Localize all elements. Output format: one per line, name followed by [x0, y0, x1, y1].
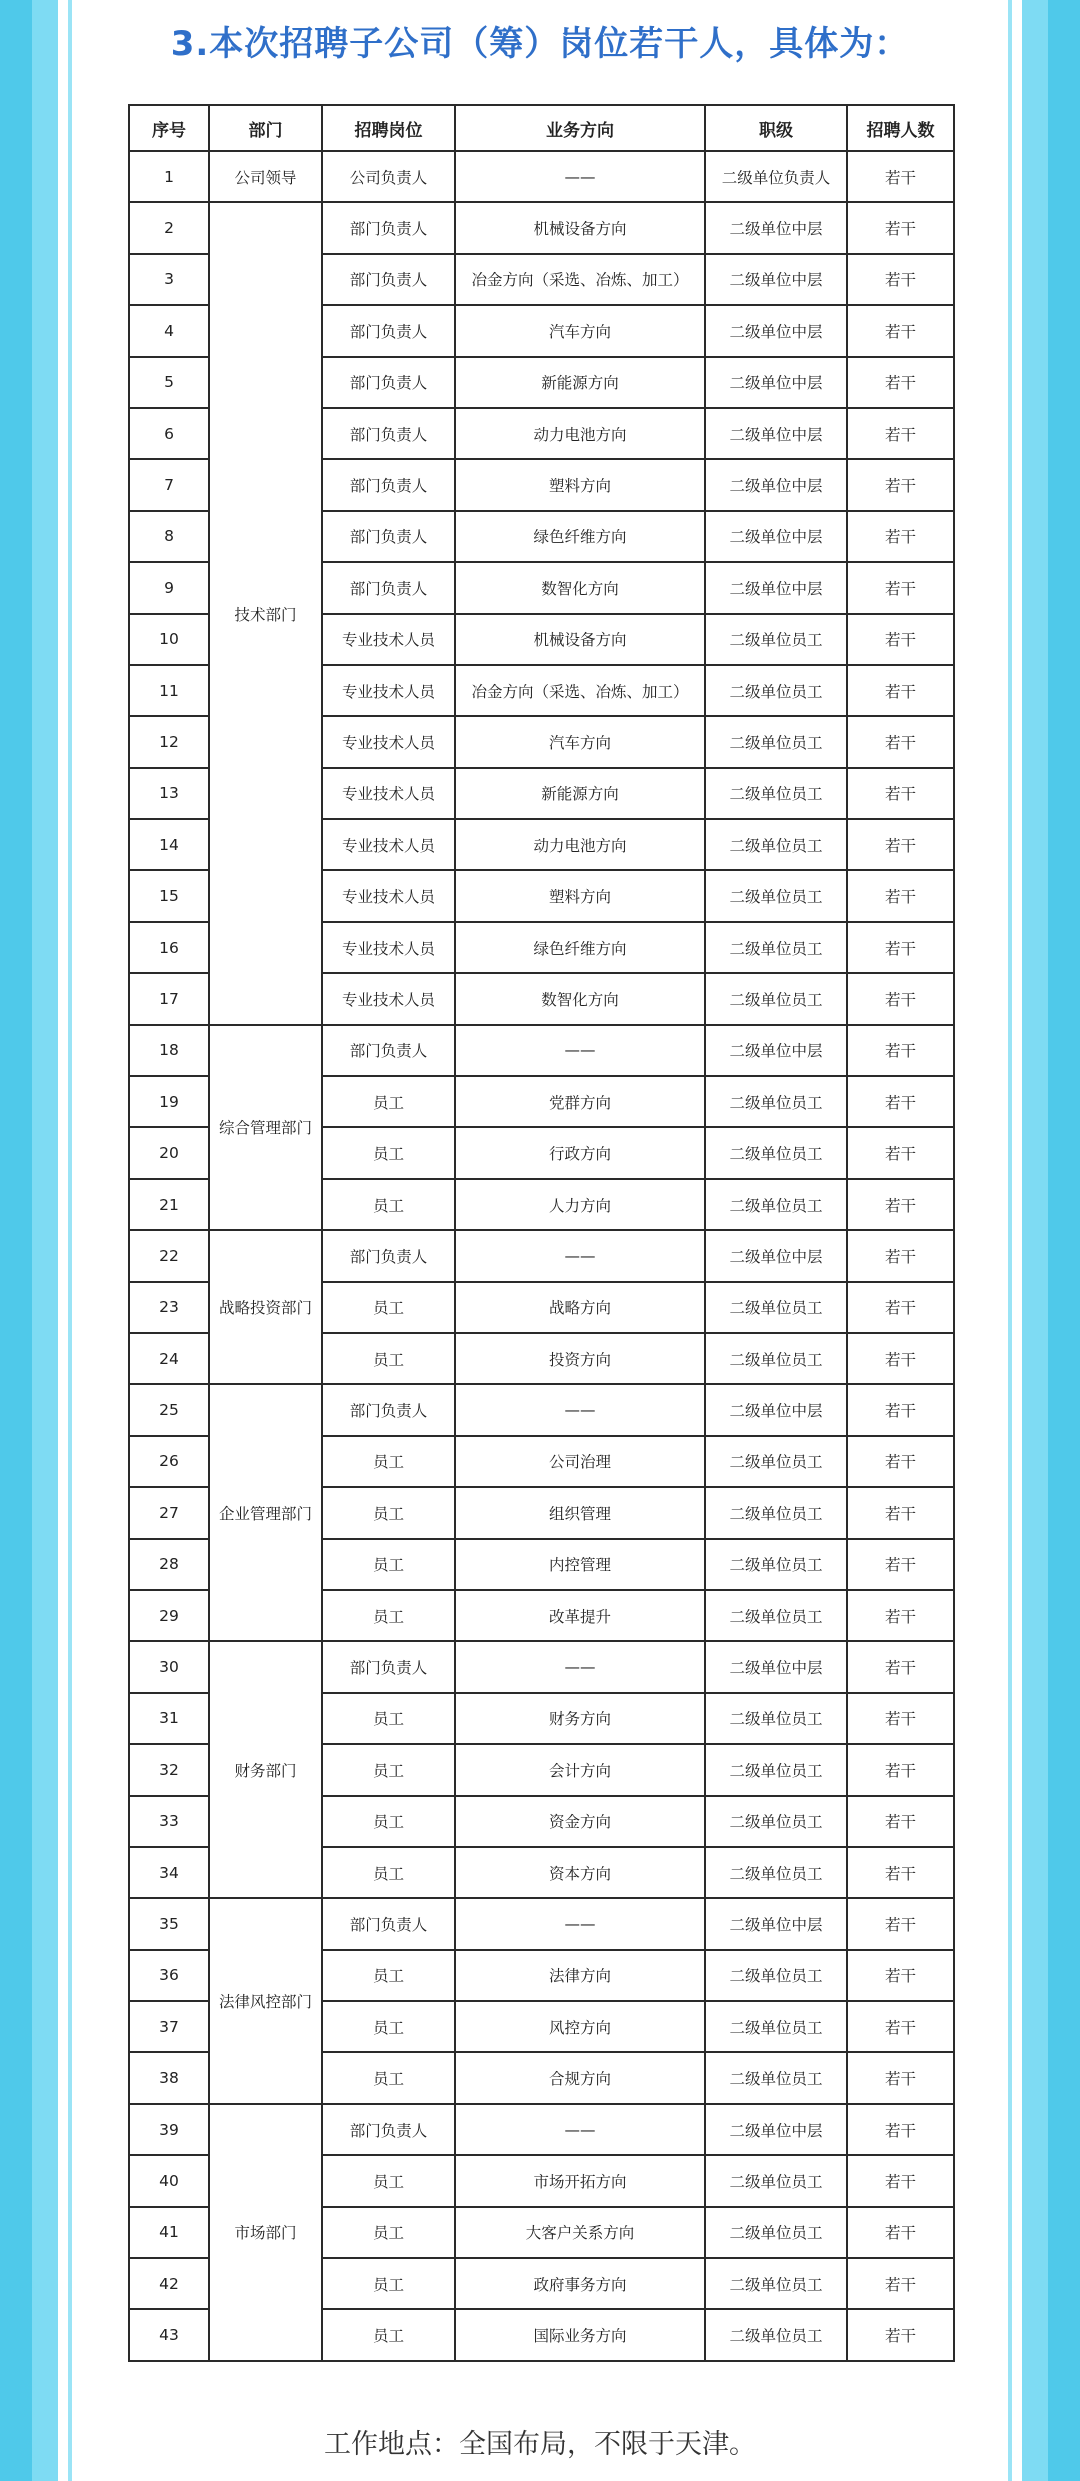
header-headcount: 招聘人数: [847, 105, 954, 151]
cell-direction: 汽车方向: [455, 716, 705, 767]
cell-direction: ——: [455, 1641, 705, 1692]
cell-index: 8: [129, 511, 209, 562]
cell-direction: ——: [455, 1384, 705, 1435]
cell-rank: 二级单位中层: [705, 1898, 847, 1949]
cell-index: 36: [129, 1950, 209, 2001]
cell-index: 10: [129, 614, 209, 665]
cell-rank: 二级单位员工: [705, 1796, 847, 1847]
cell-direction: 法律方向: [455, 1950, 705, 2001]
cell-rank: 二级单位中层: [705, 408, 847, 459]
cell-position: 部门负责人: [322, 511, 455, 562]
cell-headcount: 若干: [847, 408, 954, 459]
cell-direction: 国际业务方向: [455, 2309, 705, 2360]
cell-index: 41: [129, 2207, 209, 2258]
cell-position: 部门负责人: [322, 254, 455, 305]
cell-direction: 风控方向: [455, 2001, 705, 2052]
cell-rank: 二级单位员工: [705, 2001, 847, 2052]
cell-headcount: 若干: [847, 1384, 954, 1435]
cell-position: 部门负责人: [322, 1230, 455, 1281]
cell-headcount: 若干: [847, 1590, 954, 1641]
cell-direction: 战略方向: [455, 1282, 705, 1333]
header-rank: 职级: [705, 105, 847, 151]
cell-direction: 内控管理: [455, 1539, 705, 1590]
cell-direction: 资金方向: [455, 1796, 705, 1847]
cell-position: 员工: [322, 1436, 455, 1487]
cell-index: 5: [129, 357, 209, 408]
cell-index: 33: [129, 1796, 209, 1847]
cell-headcount: 若干: [847, 2001, 954, 2052]
cell-position: 部门负责人: [322, 1025, 455, 1076]
cell-rank: 二级单位中层: [705, 1384, 847, 1435]
cell-index: 16: [129, 922, 209, 973]
cell-rank: 二级单位中层: [705, 1230, 847, 1281]
cell-rank: 二级单位中层: [705, 357, 847, 408]
cell-rank: 二级单位员工: [705, 1436, 847, 1487]
cell-position: 专业技术人员: [322, 614, 455, 665]
recruitment-table: [128, 104, 955, 2362]
cell-rank: 二级单位员工: [705, 1693, 847, 1744]
cell-rank: 二级单位员工: [705, 1333, 847, 1384]
cell-index: 20: [129, 1127, 209, 1178]
cell-rank: 二级单位员工: [705, 819, 847, 870]
cell-rank: 二级单位中层: [705, 459, 847, 510]
table-row: [129, 1898, 954, 1949]
cell-index: 2: [129, 202, 209, 253]
cell-rank: 二级单位员工: [705, 1847, 847, 1898]
header-business-direction: 业务方向: [455, 105, 705, 151]
cell-position: 员工: [322, 1693, 455, 1744]
cell-position: 员工: [322, 1539, 455, 1590]
table-body: [129, 151, 954, 2361]
cell-rank: 二级单位员工: [705, 2309, 847, 2360]
cell-position: 部门负责人: [322, 562, 455, 613]
cell-position: 员工: [322, 2052, 455, 2103]
cell-index: 38: [129, 2052, 209, 2103]
cell-direction: 绿色纤维方向: [455, 511, 705, 562]
cell-rank: 二级单位员工: [705, 768, 847, 819]
cell-headcount: 若干: [847, 1796, 954, 1847]
cell-headcount: 若干: [847, 2207, 954, 2258]
cell-direction: ——: [455, 151, 705, 202]
cell-direction: 合规方向: [455, 2052, 705, 2103]
cell-headcount: 若干: [847, 665, 954, 716]
cell-headcount: 若干: [847, 2104, 954, 2155]
cell-direction: 市场开拓方向: [455, 2155, 705, 2206]
cell-index: 9: [129, 562, 209, 613]
cell-headcount: 若干: [847, 459, 954, 510]
cell-rank: 二级单位员工: [705, 2258, 847, 2309]
cell-index: 25: [129, 1384, 209, 1435]
cell-index: 23: [129, 1282, 209, 1333]
cell-position: 员工: [322, 1744, 455, 1795]
cell-index: 28: [129, 1539, 209, 1590]
cell-rank: 二级单位中层: [705, 1641, 847, 1692]
cell-index: 15: [129, 870, 209, 921]
cell-index: 13: [129, 768, 209, 819]
cell-rank: 二级单位员工: [705, 1487, 847, 1538]
cell-position: 专业技术人员: [322, 870, 455, 921]
cell-rank: 二级单位员工: [705, 716, 847, 767]
cell-position: 部门负责人: [322, 1898, 455, 1949]
cell-department: 企业管理部门: [209, 1384, 322, 1641]
cell-rank: 二级单位中层: [705, 305, 847, 356]
cell-headcount: 若干: [847, 1693, 954, 1744]
cell-index: 27: [129, 1487, 209, 1538]
cell-direction: 资本方向: [455, 1847, 705, 1898]
cell-index: 24: [129, 1333, 209, 1384]
cell-direction: 塑料方向: [455, 870, 705, 921]
work-location-note: 工作地点：全国布局，不限于天津。: [324, 2429, 756, 2460]
cell-direction: ——: [455, 1025, 705, 1076]
cell-headcount: 若干: [847, 2052, 954, 2103]
cell-direction: 冶金方向（采选、冶炼、加工）: [455, 254, 705, 305]
cell-index: 7: [129, 459, 209, 510]
table-row: [129, 1025, 954, 1076]
cell-headcount: 若干: [847, 202, 954, 253]
cell-index: 3: [129, 254, 209, 305]
cell-direction: 数智化方向: [455, 973, 705, 1024]
cell-direction: 公司治理: [455, 1436, 705, 1487]
cell-rank: 二级单位中层: [705, 1025, 847, 1076]
cell-headcount: 若干: [847, 768, 954, 819]
cell-direction: 行政方向: [455, 1127, 705, 1178]
cell-direction: 塑料方向: [455, 459, 705, 510]
cell-position: 部门负责人: [322, 305, 455, 356]
cell-headcount: 若干: [847, 2155, 954, 2206]
cell-headcount: 若干: [847, 254, 954, 305]
cell-position: 部门负责人: [322, 357, 455, 408]
cell-position: 部门负责人: [322, 1384, 455, 1435]
cell-index: 26: [129, 1436, 209, 1487]
cell-position: 员工: [322, 1333, 455, 1384]
cell-rank: 二级单位员工: [705, 1076, 847, 1127]
cell-direction: 改革提升: [455, 1590, 705, 1641]
cell-headcount: 若干: [847, 1179, 954, 1230]
cell-headcount: 若干: [847, 870, 954, 921]
card-border-right: [1008, 0, 1012, 2481]
cell-position: 员工: [322, 1282, 455, 1333]
cell-direction: 数智化方向: [455, 562, 705, 613]
cell-position: 公司负责人: [322, 151, 455, 202]
header-position: 招聘岗位: [322, 105, 455, 151]
cell-rank: 二级单位员工: [705, 1179, 847, 1230]
cell-direction: 财务方向: [455, 1693, 705, 1744]
cell-index: 37: [129, 2001, 209, 2052]
cell-index: 32: [129, 1744, 209, 1795]
header-index: 序号: [129, 105, 209, 151]
cell-headcount: 若干: [847, 151, 954, 202]
cell-position: 员工: [322, 1590, 455, 1641]
cell-index: 30: [129, 1641, 209, 1692]
cell-index: 22: [129, 1230, 209, 1281]
table-row: [129, 2104, 954, 2155]
cell-position: 员工: [322, 1796, 455, 1847]
cell-direction: ——: [455, 1898, 705, 1949]
cell-position: 员工: [322, 2001, 455, 2052]
cell-rank: 二级单位员工: [705, 922, 847, 973]
table-row: [129, 151, 954, 202]
cell-direction: 大客户关系方向: [455, 2207, 705, 2258]
page-title: 3.本次招聘子公司（筹）岗位若干人，具体为：: [170, 24, 910, 64]
cell-headcount: 若干: [847, 973, 954, 1024]
cell-rank: 二级单位员工: [705, 2155, 847, 2206]
cell-position: 部门负责人: [322, 2104, 455, 2155]
cell-direction: 党群方向: [455, 1076, 705, 1127]
cell-rank: 二级单位员工: [705, 1539, 847, 1590]
cell-headcount: 若干: [847, 1898, 954, 1949]
cell-direction: 绿色纤维方向: [455, 922, 705, 973]
cell-direction: 投资方向: [455, 1333, 705, 1384]
header-department: 部门: [209, 105, 322, 151]
card-border-left: [68, 0, 72, 2481]
cell-direction: ——: [455, 2104, 705, 2155]
cell-position: 员工: [322, 2309, 455, 2360]
cell-department: 综合管理部门: [209, 1025, 322, 1231]
cell-headcount: 若干: [847, 1847, 954, 1898]
cell-position: 专业技术人员: [322, 768, 455, 819]
cell-direction: 动力电池方向: [455, 408, 705, 459]
cell-headcount: 若干: [847, 511, 954, 562]
cell-rank: 二级单位员工: [705, 1744, 847, 1795]
cell-rank: 二级单位中层: [705, 2104, 847, 2155]
cell-rank: 二级单位员工: [705, 1282, 847, 1333]
table-row: [129, 202, 954, 253]
cell-rank: 二级单位员工: [705, 2207, 847, 2258]
cell-rank: 二级单位员工: [705, 614, 847, 665]
cell-rank: 二级单位员工: [705, 2052, 847, 2103]
cell-position: 员工: [322, 1487, 455, 1538]
cell-headcount: 若干: [847, 1333, 954, 1384]
cell-index: 18: [129, 1025, 209, 1076]
cell-direction: 冶金方向（采选、冶炼、加工）: [455, 665, 705, 716]
cell-rank: 二级单位员工: [705, 665, 847, 716]
cell-direction: 政府事务方向: [455, 2258, 705, 2309]
cell-index: 29: [129, 1590, 209, 1641]
cell-rank: 二级单位中层: [705, 202, 847, 253]
cell-department: 战略投资部门: [209, 1230, 322, 1384]
cell-position: 专业技术人员: [322, 665, 455, 716]
cell-position: 员工: [322, 1950, 455, 2001]
cell-headcount: 若干: [847, 1539, 954, 1590]
cell-index: 42: [129, 2258, 209, 2309]
cell-position: 员工: [322, 1179, 455, 1230]
cell-index: 12: [129, 716, 209, 767]
cell-index: 40: [129, 2155, 209, 2206]
cell-index: 31: [129, 1693, 209, 1744]
cell-headcount: 若干: [847, 614, 954, 665]
cell-position: 员工: [322, 2207, 455, 2258]
cell-rank: 二级单位员工: [705, 870, 847, 921]
table-row: [129, 1641, 954, 1692]
cell-position: 部门负责人: [322, 408, 455, 459]
cell-direction: 汽车方向: [455, 305, 705, 356]
cell-direction: 机械设备方向: [455, 614, 705, 665]
cell-position: 员工: [322, 1847, 455, 1898]
cell-rank: 二级单位员工: [705, 1127, 847, 1178]
cell-rank: 二级单位员工: [705, 973, 847, 1024]
cell-headcount: 若干: [847, 922, 954, 973]
table-row: [129, 1230, 954, 1281]
cell-direction: 新能源方向: [455, 768, 705, 819]
cell-index: 11: [129, 665, 209, 716]
cell-headcount: 若干: [847, 1487, 954, 1538]
cell-department: 法律风控部门: [209, 1898, 322, 2104]
cell-headcount: 若干: [847, 1127, 954, 1178]
cell-direction: 新能源方向: [455, 357, 705, 408]
cell-index: 39: [129, 2104, 209, 2155]
cell-position: 员工: [322, 1076, 455, 1127]
cell-headcount: 若干: [847, 1025, 954, 1076]
cell-direction: 动力电池方向: [455, 819, 705, 870]
cell-index: 35: [129, 1898, 209, 1949]
cell-position: 部门负责人: [322, 202, 455, 253]
cell-department: 财务部门: [209, 1641, 322, 1898]
cell-rank: 二级单位中层: [705, 562, 847, 613]
cell-rank: 二级单位中层: [705, 254, 847, 305]
cell-headcount: 若干: [847, 819, 954, 870]
cell-index: 14: [129, 819, 209, 870]
cell-department: 公司领导: [209, 151, 322, 202]
cell-position: 专业技术人员: [322, 819, 455, 870]
cell-department: 技术部门: [209, 202, 322, 1024]
cell-headcount: 若干: [847, 562, 954, 613]
cell-position: 专业技术人员: [322, 973, 455, 1024]
cell-rank: 二级单位中层: [705, 511, 847, 562]
cell-headcount: 若干: [847, 1436, 954, 1487]
cell-headcount: 若干: [847, 2309, 954, 2360]
cell-index: 1: [129, 151, 209, 202]
cell-rank: 二级单位负责人: [705, 151, 847, 202]
cell-position: 部门负责人: [322, 1641, 455, 1692]
cell-direction: 组织管理: [455, 1487, 705, 1538]
cell-headcount: 若干: [847, 716, 954, 767]
cell-headcount: 若干: [847, 1641, 954, 1692]
cell-rank: 二级单位员工: [705, 1950, 847, 2001]
cell-direction: ——: [455, 1230, 705, 1281]
cell-direction: 会计方向: [455, 1744, 705, 1795]
cell-headcount: 若干: [847, 1744, 954, 1795]
cell-direction: 机械设备方向: [455, 202, 705, 253]
cell-index: 43: [129, 2309, 209, 2360]
table-header-row: [129, 105, 954, 151]
cell-position: 专业技术人员: [322, 716, 455, 767]
cell-index: 19: [129, 1076, 209, 1127]
cell-position: 员工: [322, 2258, 455, 2309]
cell-index: 34: [129, 1847, 209, 1898]
cell-index: 4: [129, 305, 209, 356]
cell-headcount: 若干: [847, 1076, 954, 1127]
cell-direction: 人力方向: [455, 1179, 705, 1230]
cell-headcount: 若干: [847, 305, 954, 356]
cell-index: 21: [129, 1179, 209, 1230]
cell-rank: 二级单位员工: [705, 1590, 847, 1641]
cell-headcount: 若干: [847, 1230, 954, 1281]
cell-headcount: 若干: [847, 1282, 954, 1333]
cell-index: 17: [129, 973, 209, 1024]
cell-headcount: 若干: [847, 2258, 954, 2309]
table-row: [129, 1384, 954, 1435]
cell-index: 6: [129, 408, 209, 459]
cell-headcount: 若干: [847, 1950, 954, 2001]
cell-position: 员工: [322, 2155, 455, 2206]
cell-position: 员工: [322, 1127, 455, 1178]
cell-position: 部门负责人: [322, 459, 455, 510]
cell-position: 专业技术人员: [322, 922, 455, 973]
cell-headcount: 若干: [847, 357, 954, 408]
cell-department: 市场部门: [209, 2104, 322, 2361]
